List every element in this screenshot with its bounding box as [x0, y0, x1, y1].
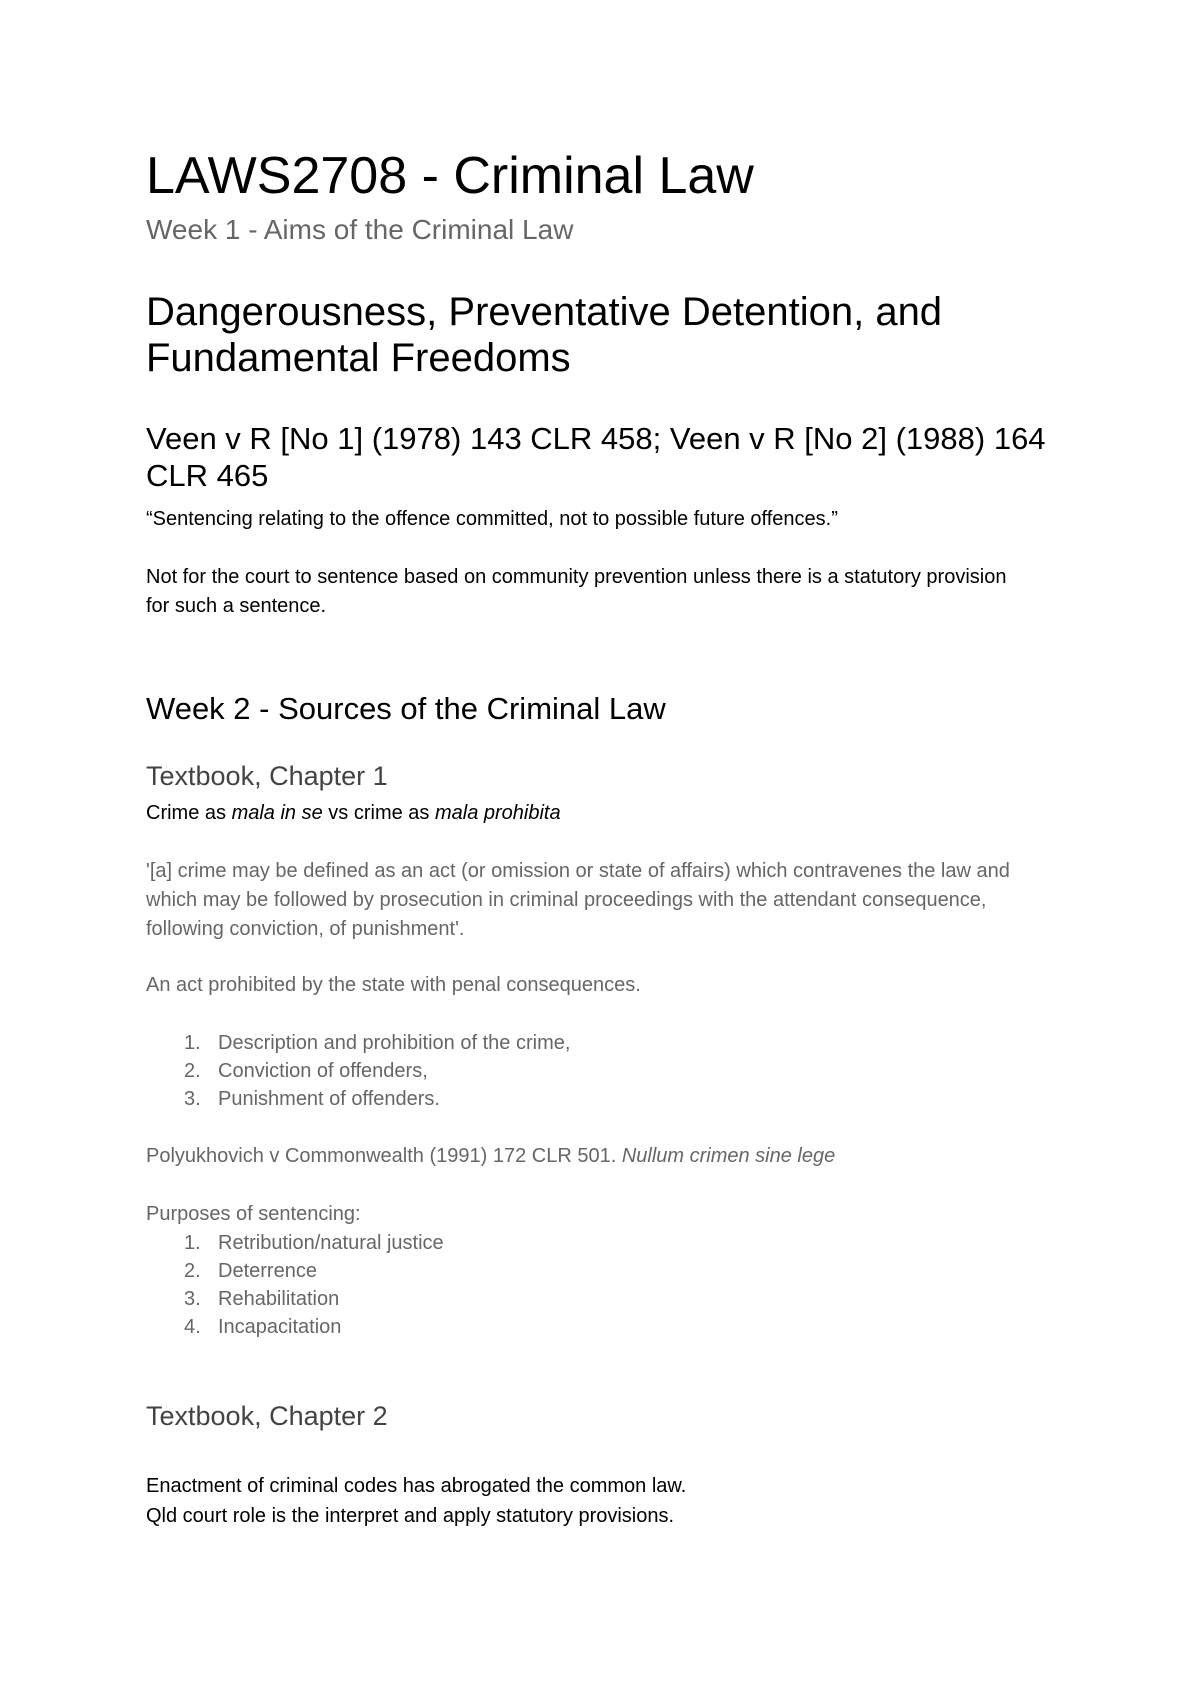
- list-item: 3. Rehabilitation: [184, 1288, 340, 1310]
- heading-chapter-2: Textbook, Chapter 2: [146, 1401, 388, 1431]
- list-item: 2. Conviction of offenders,: [184, 1060, 428, 1082]
- crime-line: [146, 799, 1046, 828]
- list-item: 1. Retribution/natural justice: [184, 1232, 444, 1254]
- codes-line-1: Enactment of criminal codes has abrogated the common law.: [146, 1475, 687, 1497]
- list-item: 1. Description and prohibition of the crime,: [184, 1032, 571, 1054]
- heading-dangerousness: Dangerousness, Preventative Detention, and Fundamental Freedoms: [146, 290, 943, 380]
- purposes-label: Purposes of sentencing:: [146, 1203, 361, 1225]
- list-item: 3. Punishment of offenders.: [184, 1088, 440, 1110]
- polyukhovich-text: Polyukhovich v Commonwealth (1991) 172 CLR 501.: [146, 1145, 622, 1167]
- crime-line-italic2: mala prohibita: [434, 802, 561, 824]
- document-subtitle: Week 1 - Aims of the Criminal Law: [146, 214, 574, 245]
- act-prohibited: An act prohibited by the state with penal consequences.: [146, 974, 641, 996]
- veen-quote: “Sentencing relating to the offence committed, not to possible future offences.”: [146, 508, 838, 530]
- list-item: 4. Incapacitation: [184, 1316, 342, 1338]
- heading-week-2: Week 2 - Sources of the Criminal Law: [146, 691, 666, 726]
- crime-elements-list: [146, 1029, 570, 1113]
- codes-line-2: Qld court role is the interpret and apply statutory provisions.: [146, 1505, 675, 1527]
- heading-chapter-1: Textbook, Chapter 1: [146, 761, 388, 791]
- veen-note: Not for the court to sentence based on community prevention unless there is a statutory provision for such a sentence.: [146, 566, 1007, 617]
- list-item: 2. Deterrence: [184, 1260, 317, 1282]
- polyukhovich-line: [146, 1142, 1046, 1171]
- definition-quote: '[a] crime may be defined as an act (or omission or state of affairs) which contravenes the law and which may be followed by prosecution in criminal proceedings with the attendant consequence, following conviction, of punishment'.: [146, 860, 1010, 940]
- heading-case-veen: Veen v R [No 1] (1978) 143 CLR 458; Veen v R [No 2] (1988) 164 CLR 465: [146, 421, 1046, 493]
- polyukhovich-italic: Nullum crimen sine lege: [621, 1145, 836, 1167]
- sentencing-purposes-list: [146, 1229, 444, 1341]
- crime-line-part2: vs crime as: [322, 802, 435, 824]
- document-title: LAWS2708 - Criminal Law: [146, 147, 754, 205]
- crime-line-italic1: mala in se: [231, 802, 323, 824]
- crime-line-part1: Crime as: [146, 802, 232, 824]
